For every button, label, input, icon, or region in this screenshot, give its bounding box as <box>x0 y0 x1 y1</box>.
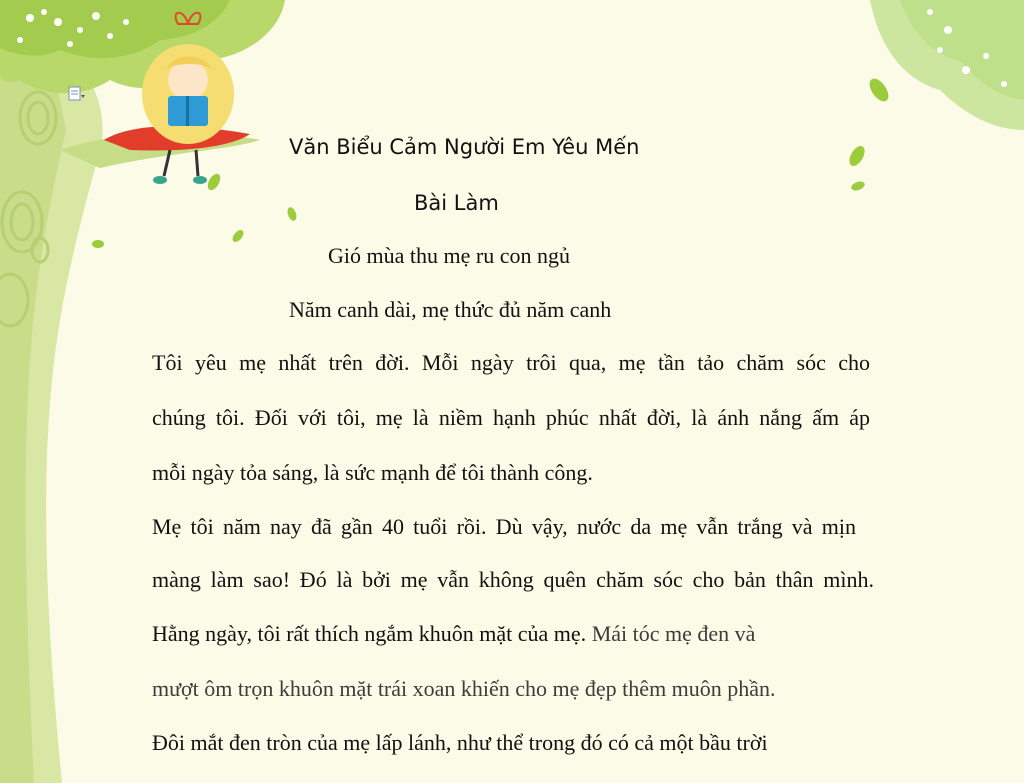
body-line: Đôi mắt đen tròn của mẹ lấp lánh, như thể trong đó có cả một bầu trời <box>152 730 768 755</box>
body-line: chúng tôi. Đối với tôi, mẹ là niềm hạnh phúc nhất đời, là ánh nắng ấm áp <box>152 405 870 430</box>
poem-line: Năm canh dài, mẹ thức đủ năm canh <box>289 297 612 322</box>
body-line <box>152 621 755 647</box>
document-subtitle: Bài Làm <box>414 191 499 215</box>
poem-line: Gió mùa thu mẹ ru con ngủ <box>328 243 570 268</box>
body-line: màng làm sao! Đó là bởi mẹ vẫn không quên chăm sóc cho bản thân mình. <box>152 567 874 592</box>
body-line: Mẹ tôi năm nay đã gần 40 tuổi rồi. Dù vậy, nước da mẹ vẫn trắng và mịn <box>152 514 856 539</box>
body-line: mỗi ngày tỏa sáng, là sức mạnh để tôi thành công. <box>152 460 593 485</box>
document-title: Văn Biểu Cảm Người Em Yêu Mến <box>289 135 640 159</box>
body-line: Tôi yêu mẹ nhất trên đời. Mỗi ngày trôi qua, mẹ tần tảo chăm sóc cho <box>152 350 870 375</box>
body-line: mượt ôm trọn khuôn mặt trái xoan khiến cho mẹ đẹp thêm muôn phần. <box>152 676 776 701</box>
body-line-highlight: Mái tóc mẹ đen và <box>591 621 756 646</box>
body-line-text: Hằng ngày, tôi rất thích ngắm khuôn mặt của mẹ. <box>152 621 587 646</box>
